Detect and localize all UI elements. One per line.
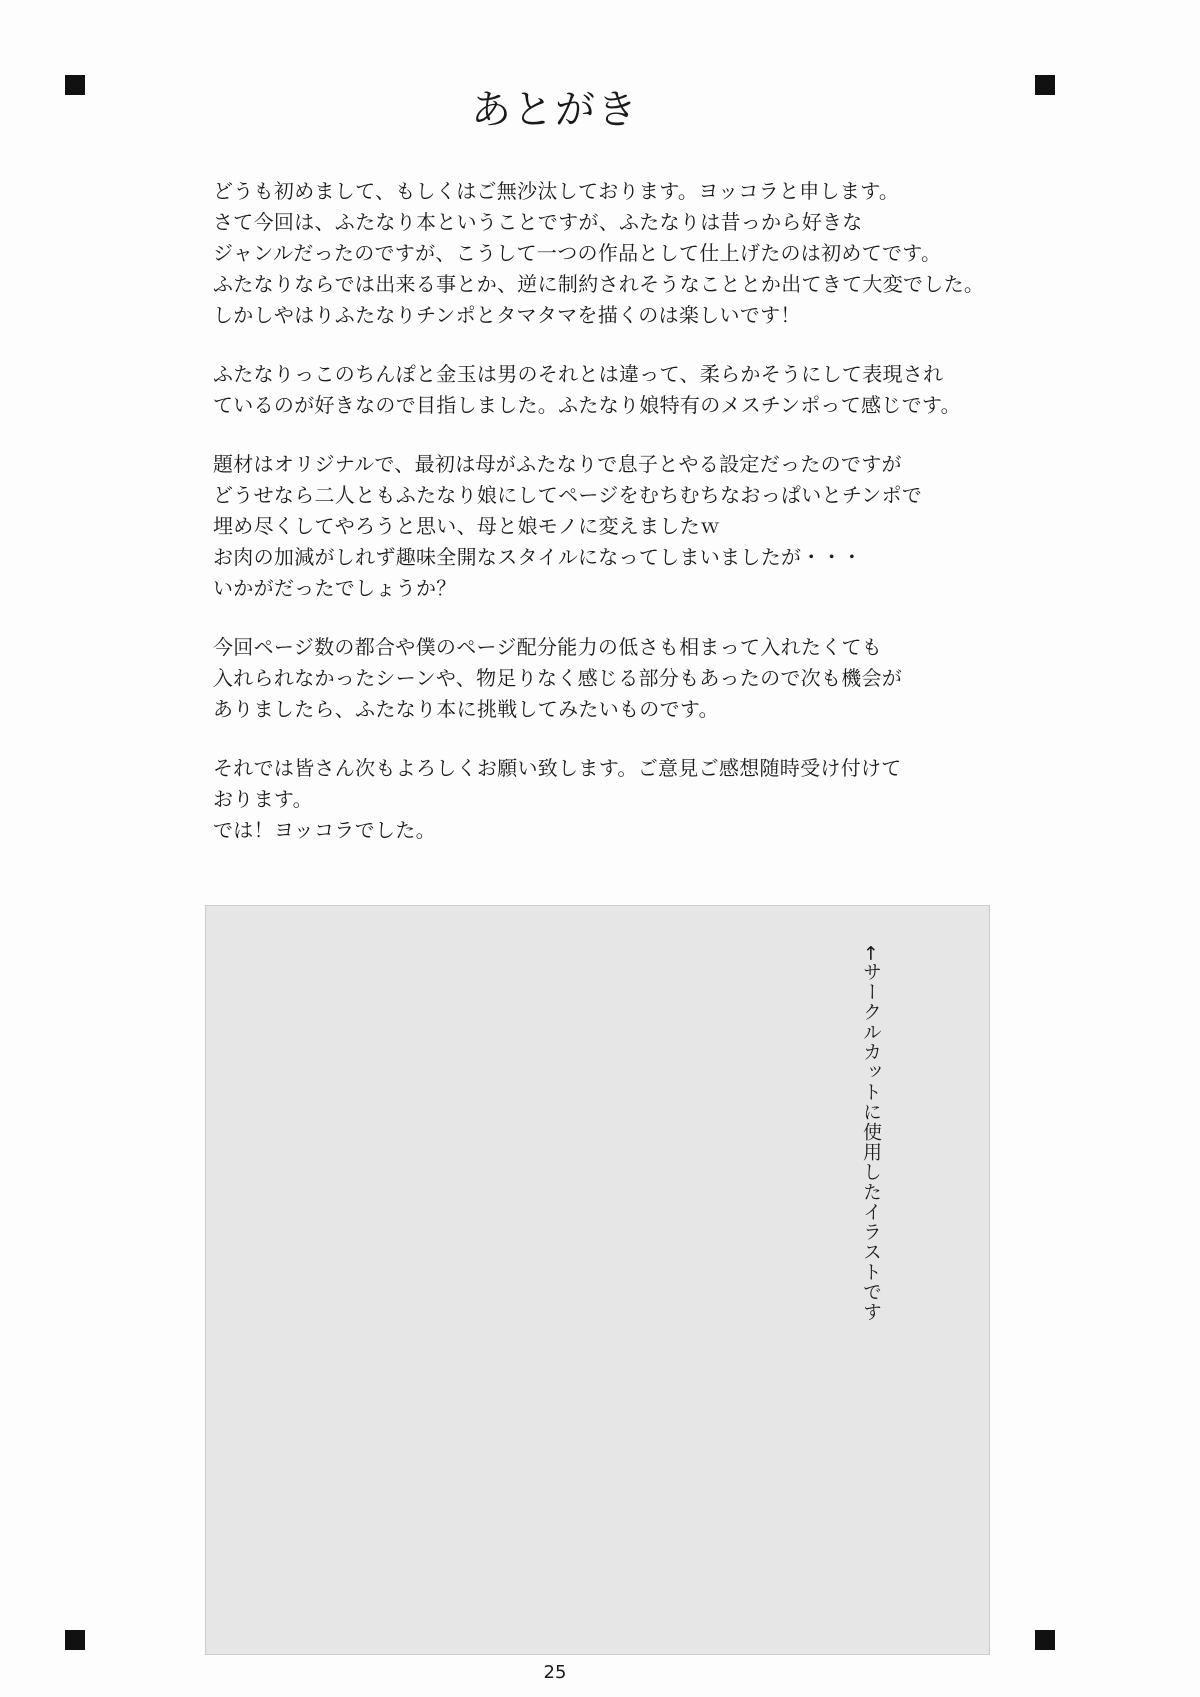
page-title: あとがき	[471, 87, 639, 133]
paragraph	[213, 632, 1013, 725]
text-line: それでは皆さん次もよろしくお願い致します。ご意見ご感想随時受け付けて	[213, 756, 902, 780]
text-line: 埋め尽くしてやろうと思い、母と娘モノに変えましたｗ	[213, 514, 721, 538]
registration-mark-bottom-right	[1035, 1630, 1055, 1650]
text-line: お肉の加減がしれず趣味全開なスタイルになってしまいましたが・・・	[213, 545, 863, 569]
text-line: ているのが好きなので目指しました。ふたなり娘特有のメスチンポって感じです。	[213, 393, 961, 417]
illustration-caption: ←サークルカットに使用したイラストです	[860, 945, 882, 1322]
page-number: 25	[543, 1662, 567, 1683]
text-line: おります。	[213, 787, 313, 811]
text-line: 今回ページ数の都合や僕のページ配分能力の低さも相まって入れたくても	[213, 635, 883, 659]
text-line: 入れられなかったシーンや、物足りなく感じる部分もあったので次も機会が	[213, 666, 903, 690]
paragraph	[213, 176, 1013, 331]
text-line: ありましたら、ふたなり本に挑戦してみたいものです。	[213, 697, 719, 721]
text-line: どうせなら二人ともふたなり娘にしてページをむちむちなおっぱいとチンポで	[213, 483, 923, 507]
registration-mark-bottom-left	[65, 1630, 85, 1650]
afterword-body	[213, 176, 1013, 874]
text-line: しかしやはりふたなりチンポとタマタマを描くのは楽しいです！	[213, 303, 801, 327]
text-line: ふたなりっこのちんぽと金玉は男のそれとは違って、柔らかそうにして表現され	[213, 362, 944, 386]
text-line: では！ヨッコラでした。	[213, 818, 436, 842]
paragraph	[213, 753, 1013, 846]
text-line: 題材はオリジナルで、最初は母がふたなりで息子とやる設定だったのですが	[213, 452, 902, 476]
text-line: ふたなりならでは出来る事とか、逆に制約されそうなこととか出てきて大変でした。	[213, 272, 985, 296]
text-line: ジャンルだったのですが、こうして一つの作品として仕上げたのは初めてです。	[213, 241, 942, 265]
text-line: いかがだったでしょうか？	[213, 576, 457, 600]
text-line: どうも初めまして、もしくはご無沙汰しております。ヨッコラと申します。	[213, 179, 900, 203]
text-line: さて今回は、ふたなり本ということですが、ふたなりは昔っから好きな	[213, 210, 863, 234]
paragraph	[213, 449, 1013, 604]
paragraph	[213, 359, 1013, 421]
